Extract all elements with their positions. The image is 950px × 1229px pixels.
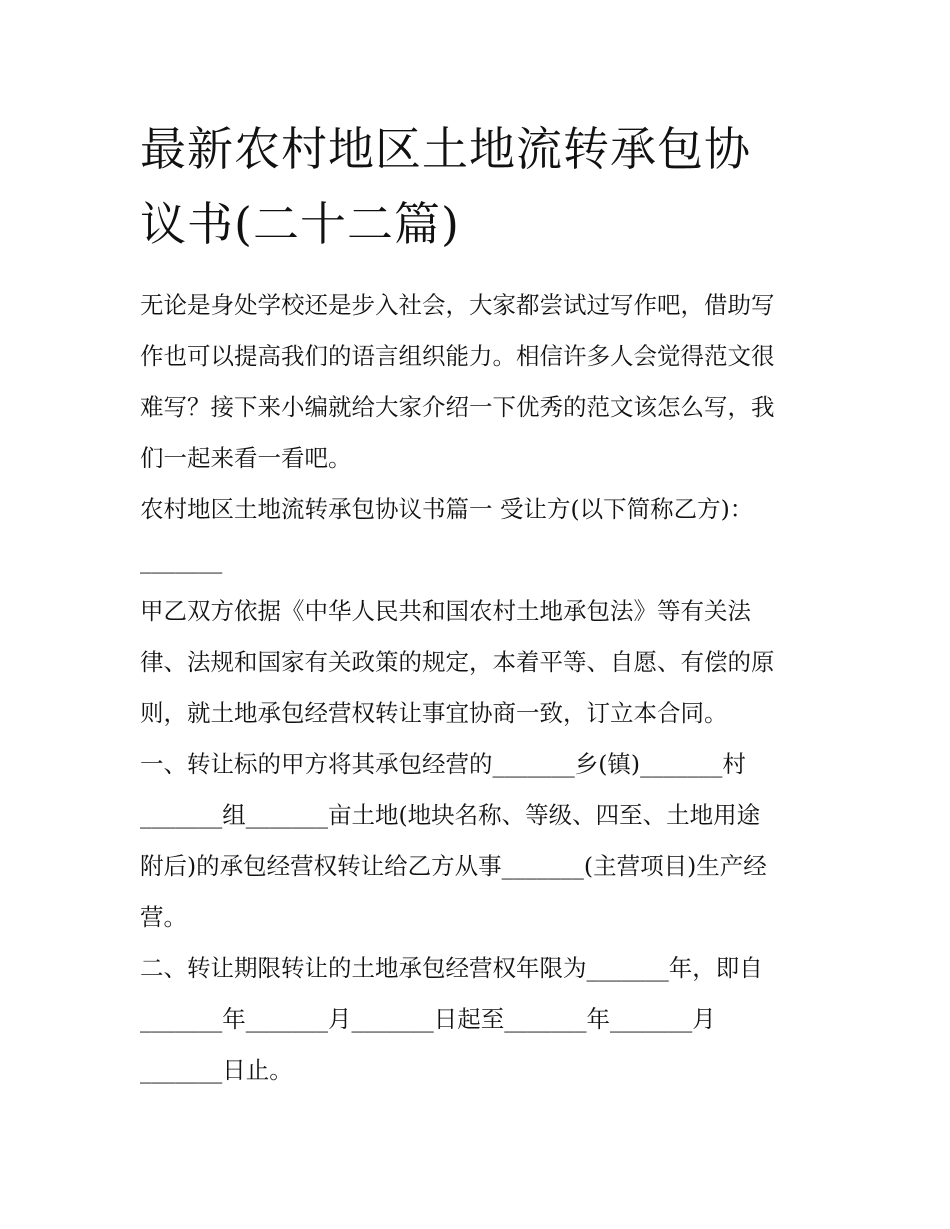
basis-line: 甲乙双方依据《中华人民共和国农村土地承包法》等有关法 (140, 597, 751, 625)
section-heading-line: 农村地区土地流转承包协议书篇一 受让方(以下简称乙方)： (140, 495, 754, 523)
document-body (140, 280, 820, 1096)
intro-line: 难写？接下来小编就给大家介绍一下优秀的范文该怎么写，我 (140, 393, 775, 421)
clause-two-line: _______日止。 (140, 1056, 293, 1084)
intro-line: 们一起来看一看吧。 (140, 444, 352, 472)
section-heading (140, 484, 820, 586)
section-heading-blank: _______ (140, 546, 223, 574)
clause-two (140, 943, 820, 1096)
clause-one-line: 营。 (140, 903, 187, 931)
basis-line: 则，就土地承包经营权转让事宜协商一致，订立本合同。 (140, 699, 728, 727)
intro-line: 作也可以提高我们的语言组织能力。相信许多人会觉得范文很 (140, 342, 775, 370)
clause-two-line: 二、转让期限转让的土地承包经营权年限为_______年，即自 (140, 954, 763, 982)
title-line: 最新农村地区土地流转承包协 (140, 122, 751, 176)
clause-one-line: 一、转让标的甲方将其承包经营的_______乡(镇)_______村 (140, 750, 746, 778)
intro-paragraph (140, 280, 820, 484)
document-title (140, 112, 820, 262)
intro-line: 无论是身处学校还是步入社会，大家都尝试过写作吧，借助写 (140, 291, 775, 319)
title-line: 议书(二十二篇) (140, 197, 460, 251)
basis-paragraph (140, 586, 820, 739)
clause-one (140, 739, 820, 943)
clause-two-line: _______年_______月_______日起至_______年_______月 (140, 1005, 716, 1033)
clause-one-line: _______组_______亩土地(地块名称、等级、四至、土地用途 (140, 801, 761, 829)
basis-line: 律、法规和国家有关政策的规定，本着平等、自愿、有偿的原 (140, 648, 775, 676)
clause-one-line: 附后)的承包经营权转让给乙方从事_______(主营项目)生产经 (140, 852, 767, 880)
